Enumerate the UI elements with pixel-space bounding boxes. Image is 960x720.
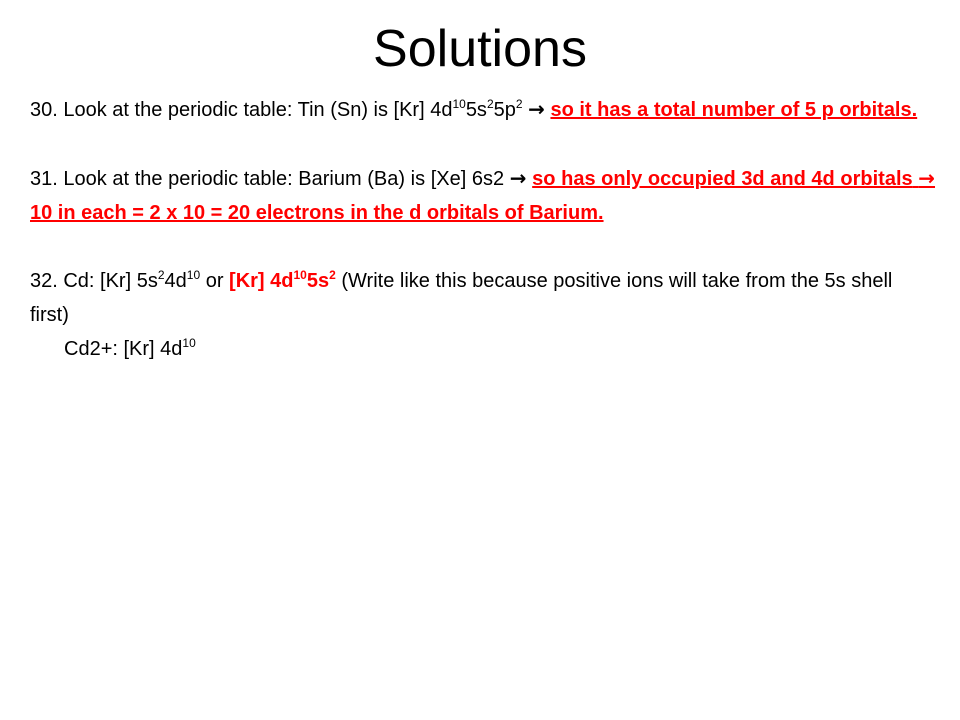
- q30-text: 30. Look at the periodic table: Tin (Sn) is [Kr] 4d: [30, 99, 453, 121]
- q32-answer-superscript: 2: [329, 268, 336, 282]
- q30-superscript: 2: [515, 97, 523, 111]
- q32-ion-superscript: 10: [182, 336, 196, 350]
- q32-text: 4d: [164, 270, 187, 292]
- q32-text: 32. Cd: [Kr] 5s: [30, 270, 158, 292]
- slide-body: [30, 92, 935, 366]
- question-32: [30, 264, 935, 366]
- question-30: [30, 92, 935, 127]
- q30-superscript: 10: [452, 97, 466, 111]
- q32-answer-base: [Kr] 4d: [229, 270, 294, 292]
- q32-or: or: [200, 270, 230, 292]
- right-arrow-icon: →: [918, 166, 936, 190]
- right-arrow-icon: →: [528, 97, 545, 121]
- slide-title: Solutions: [373, 20, 587, 78]
- q30-text: 5s: [465, 99, 487, 121]
- right-arrow-icon: →: [509, 166, 527, 190]
- q32-answer-mid: 5s: [306, 270, 330, 292]
- question-31: [30, 161, 935, 230]
- q32-ion-text: Cd2+: [Kr] 4d: [64, 338, 183, 360]
- q30-answer: so it has a total number of 5 p orbitals.: [550, 99, 918, 121]
- q32-superscript: 2: [157, 268, 165, 282]
- q32-ion-line: [30, 332, 935, 366]
- q31-text: 31. Look at the periodic table: Barium (Ba) is [Xe] 6s2: [30, 168, 505, 190]
- q31-answer-part1: so has only occupied 3d and 4d orbitals: [532, 168, 913, 190]
- q32-answer-superscript: 10: [293, 268, 307, 282]
- q32-answer: [229, 270, 336, 292]
- q30-superscript: 2: [486, 97, 494, 111]
- q32-superscript: 10: [186, 268, 201, 282]
- q32-explanation: (Write like this because positive ions will take from the 5s shell first): [30, 270, 893, 326]
- q31-answer-part2: 10 in each = 2 x 10 = 20 electrons in the d orbitals of Barium.: [30, 202, 604, 224]
- q30-text: 5p: [493, 99, 516, 121]
